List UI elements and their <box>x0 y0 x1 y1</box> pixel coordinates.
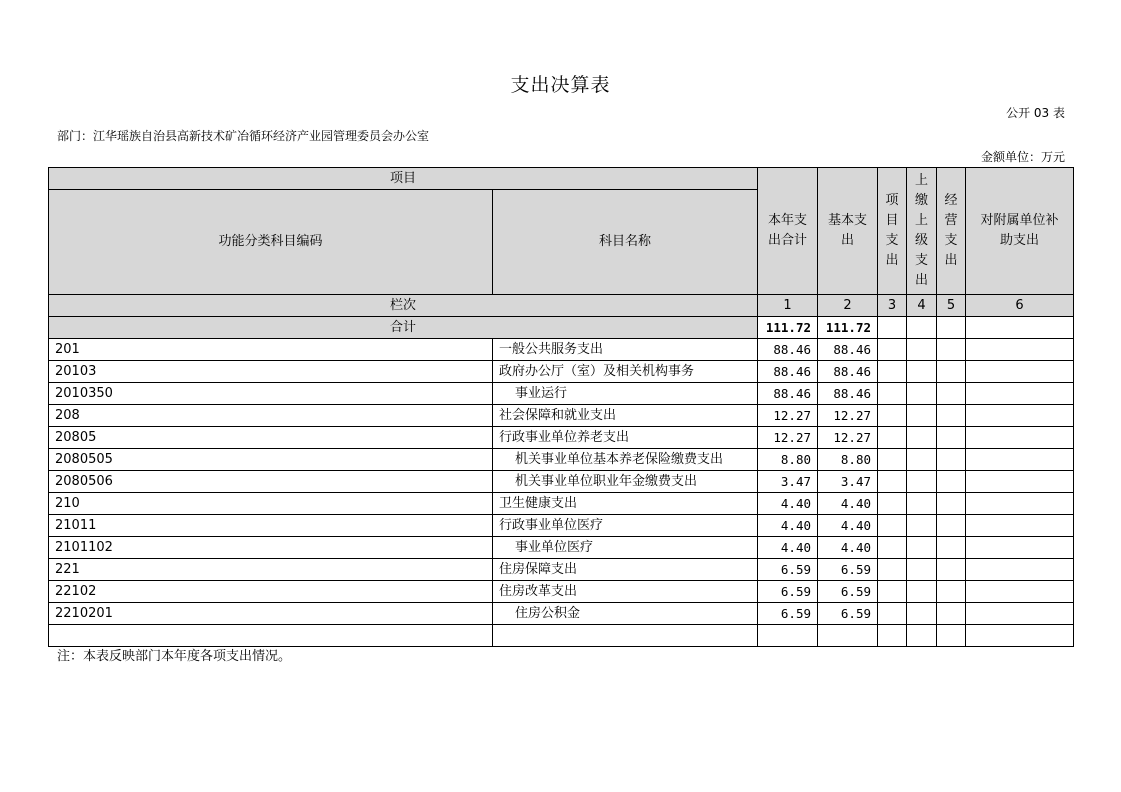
row-name: 卫生健康支出 <box>493 493 758 515</box>
table-row <box>49 515 1074 537</box>
row-basic: 4.40 <box>818 515 878 537</box>
header-project-expense: 项目支出 <box>878 168 907 295</box>
table-row <box>49 493 1074 515</box>
row-index-2: 2 <box>818 295 878 317</box>
row-index-5: 5 <box>937 295 966 317</box>
table-row <box>49 383 1074 405</box>
table-row <box>49 581 1074 603</box>
row-basic: 88.46 <box>818 383 878 405</box>
table-row <box>49 427 1074 449</box>
row-basic: 4.40 <box>818 493 878 515</box>
table-note: 注：本表反映部门本年度各项支出情况。 <box>57 649 292 664</box>
department-label: 部门：江华瑶族自治县高新技术矿冶循环经济产业园管理委员会办公室 <box>57 129 430 143</box>
row-code: 201 <box>49 339 493 361</box>
table-row <box>49 537 1074 559</box>
row-code: 2080505 <box>49 449 493 471</box>
total-label: 合计 <box>49 317 758 339</box>
total-annual: 111.72 <box>758 317 818 339</box>
row-name: 机关事业单位职业年金缴费支出 <box>493 471 758 493</box>
row-basic: 6.59 <box>818 559 878 581</box>
row-index-4: 4 <box>907 295 937 317</box>
row-annual: 3.47 <box>758 471 818 493</box>
row-name: 机关事业单位基本养老保险缴费支出 <box>493 449 758 471</box>
row-code: 2210201 <box>49 603 493 625</box>
row-annual: 88.46 <box>758 383 818 405</box>
row-annual: 88.46 <box>758 361 818 383</box>
row-basic: 12.27 <box>818 427 878 449</box>
row-basic: 8.80 <box>818 449 878 471</box>
table-row <box>49 559 1074 581</box>
row-name: 行政事业单位医疗 <box>493 515 758 537</box>
row-code: 2101102 <box>49 537 493 559</box>
table-row <box>49 603 1074 625</box>
row-basic: 6.59 <box>818 603 878 625</box>
table-row <box>49 405 1074 427</box>
row-name: 事业单位医疗 <box>493 537 758 559</box>
row-name: 住房改革支出 <box>493 581 758 603</box>
row-annual: 4.40 <box>758 493 818 515</box>
header-basic: 基本支出 <box>818 168 878 295</box>
total-row <box>49 317 1074 339</box>
row-code: 208 <box>49 405 493 427</box>
header-code: 功能分类科目编码 <box>49 190 493 295</box>
row-basic: 6.59 <box>818 581 878 603</box>
empty-row <box>49 625 1074 647</box>
row-name: 政府办公厅（室）及相关机构事务 <box>493 361 758 383</box>
page-title: 支出决算表 <box>510 74 611 96</box>
row-basic: 4.40 <box>818 537 878 559</box>
row-annual: 88.46 <box>758 339 818 361</box>
row-index-1: 1 <box>758 295 818 317</box>
total-basic: 111.72 <box>818 317 878 339</box>
row-index-6: 6 <box>966 295 1074 317</box>
row-basic: 3.47 <box>818 471 878 493</box>
row-basic: 12.27 <box>818 405 878 427</box>
header-project: 项目 <box>49 168 758 190</box>
unit-label: 金额单位：万元 <box>980 150 1065 164</box>
header-annual-total: 本年支出合计 <box>758 168 818 295</box>
row-code: 2080506 <box>49 471 493 493</box>
row-name: 住房公积金 <box>493 603 758 625</box>
row-annual: 6.59 <box>758 581 818 603</box>
table-row <box>49 339 1074 361</box>
row-index-label: 栏次 <box>49 295 758 317</box>
row-code: 20805 <box>49 427 493 449</box>
form-number: 公开 03 表 <box>1006 106 1065 120</box>
header-remit-superior: 上缴上级支出 <box>907 168 937 295</box>
table-row <box>49 361 1074 383</box>
row-annual: 4.40 <box>758 537 818 559</box>
row-annual: 12.27 <box>758 405 818 427</box>
row-code: 210 <box>49 493 493 515</box>
header-name: 科目名称 <box>493 190 758 295</box>
row-annual: 6.59 <box>758 559 818 581</box>
row-annual: 8.80 <box>758 449 818 471</box>
row-code: 2010350 <box>49 383 493 405</box>
table-row <box>49 471 1074 493</box>
row-annual: 4.40 <box>758 515 818 537</box>
row-annual: 12.27 <box>758 427 818 449</box>
row-basic: 88.46 <box>818 339 878 361</box>
expenditure-table <box>48 167 1074 647</box>
row-annual: 6.59 <box>758 603 818 625</box>
row-code: 22102 <box>49 581 493 603</box>
row-code: 221 <box>49 559 493 581</box>
row-name: 一般公共服务支出 <box>493 339 758 361</box>
row-name: 住房保障支出 <box>493 559 758 581</box>
row-name: 行政事业单位养老支出 <box>493 427 758 449</box>
row-code: 20103 <box>49 361 493 383</box>
row-name: 社会保障和就业支出 <box>493 405 758 427</box>
table-row <box>49 449 1074 471</box>
header-subsidiary-subsidy: 对附属单位补助支出 <box>966 168 1074 295</box>
row-basic: 88.46 <box>818 361 878 383</box>
row-code: 21011 <box>49 515 493 537</box>
row-index-3: 3 <box>878 295 907 317</box>
row-name: 事业运行 <box>493 383 758 405</box>
header-business: 经营支出 <box>937 168 966 295</box>
